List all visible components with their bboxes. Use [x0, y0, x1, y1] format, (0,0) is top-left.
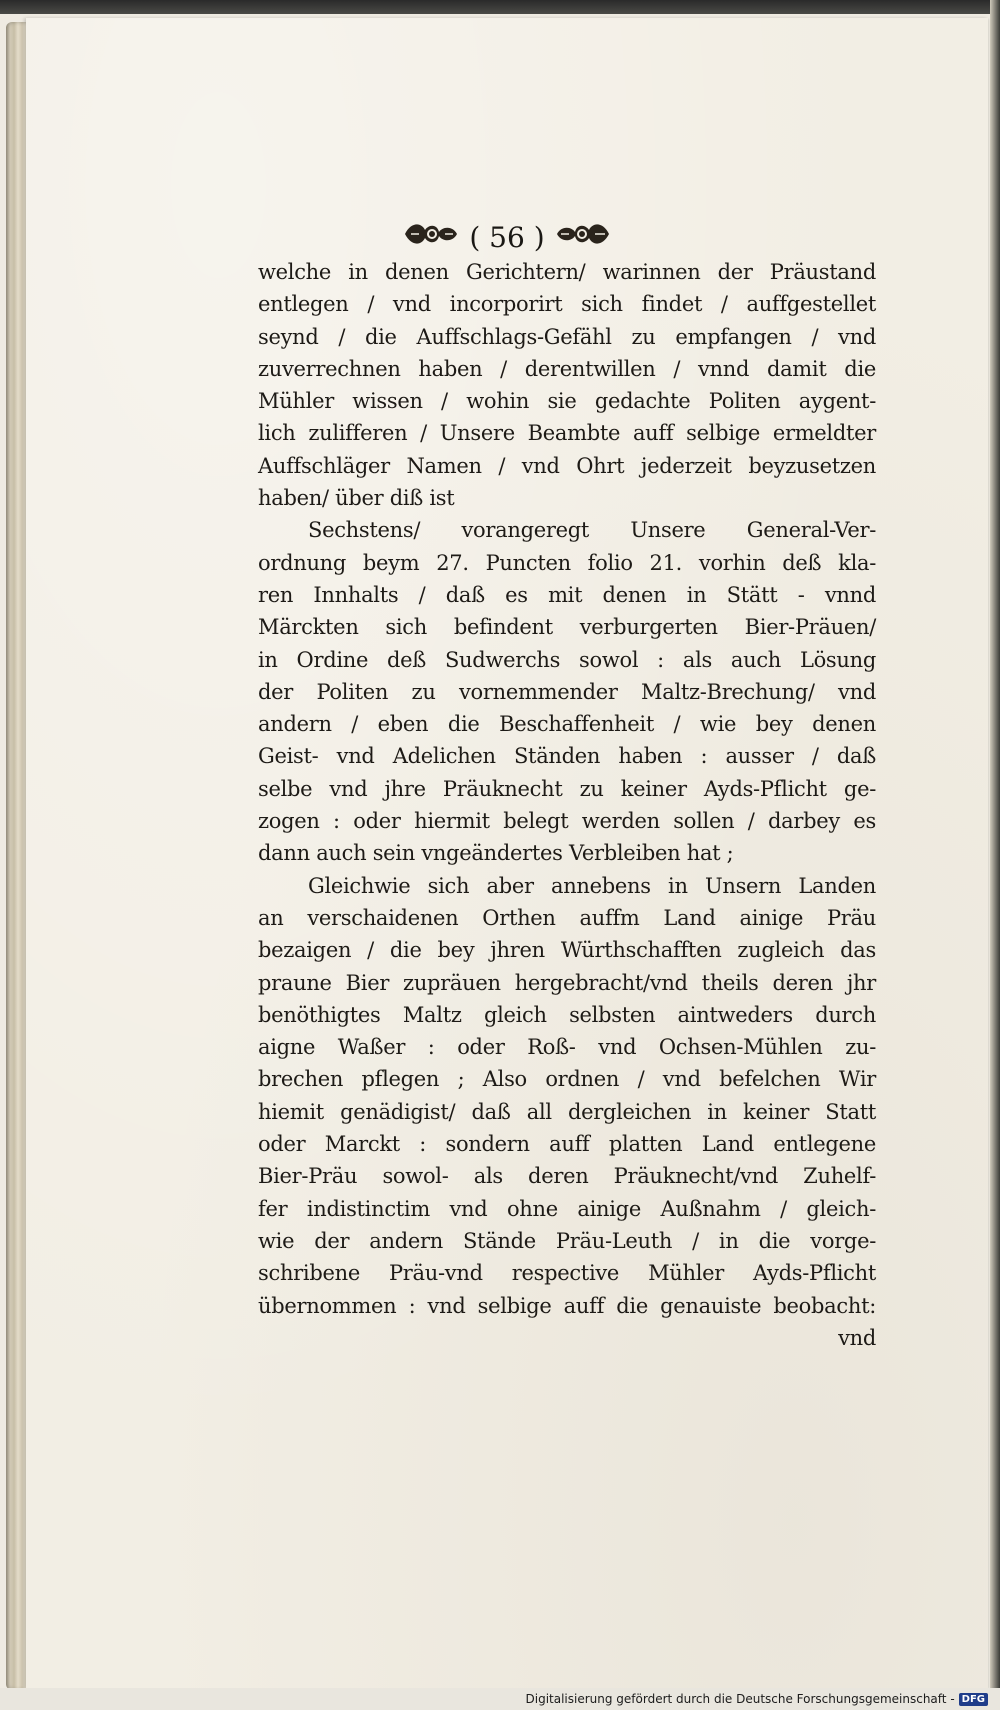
text-line: ren Innhalts / daß es mit denen in Stätt - vnnd — [258, 582, 876, 607]
text-line: ordnung beym 27. Puncten folio 21. vorhin deß kla- — [258, 550, 876, 575]
text-line: zogen : oder hiermit belegt werden sollen / darbey es — [258, 809, 876, 834]
text-line: Auffschläger Namen / vnd Ohrt jederzeit beyzusetzen — [258, 453, 876, 478]
text-line: andern / eben die Beschaffenheit / wie bey denen — [258, 712, 876, 737]
text-line: übernommen : vnd selbige auff die genauiste beobacht: — [258, 1293, 876, 1318]
credit-text: Digitalisierung gefördert durch die Deutsche Forschungsgemeinschaft - — [525, 1692, 955, 1706]
text-line: lich zulifferen / Unsere Beambte auff selbige ermeldter — [258, 421, 876, 446]
text-line: welche in denen Gerichtern/ warinnen der Präustand — [258, 260, 876, 284]
text-line: Gleichwie sich aber annebens in Unsern Landen — [308, 873, 876, 898]
text-line: hiemit genädigist/ daß all dergleichen in keiner Statt — [258, 1099, 876, 1124]
catchword: vnd — [838, 1325, 876, 1350]
scanner-top-band — [0, 0, 1000, 14]
text-line: Bier-Präu sowol- als deren Präuknecht/vnd Zuhelf- — [258, 1164, 876, 1189]
digitization-credit — [526, 1692, 989, 1706]
text-line: an verschaidenen Orthen auffm Land ainige Präu — [258, 905, 876, 930]
text-line: wie der andern Stände Präu-Leuth / in die vorge- — [258, 1228, 876, 1253]
text-line: zuverrechnen haben / derentwillen / vnnd damit die — [258, 356, 876, 381]
right-ornament-icon — [555, 220, 611, 255]
text-line: Geist- vnd Adelichen Ständen haben : ausser / daß — [258, 744, 876, 769]
text-line: schribene Präu-vnd respective Mühler Ayds-Pflicht — [258, 1261, 876, 1286]
scanner-right-edge — [990, 0, 1000, 1710]
text-line: entlegen / vnd incorporirt sich findet / auffgestellet — [258, 292, 876, 317]
text-line: in Ordine deß Sudwerchs sowol : als auch Lösung — [258, 647, 876, 672]
text-line: bezaigen / die bey jhren Würthschafften zugleich das — [258, 938, 876, 963]
text-line: aigne Waßer : oder Roß- vnd Ochsen-Mühlen zu- — [258, 1035, 876, 1060]
text-line: dann auch sein vngeändertes Verbleiben hat ; — [258, 841, 734, 866]
text-line: brechen pflegen ; Also ordnen / vnd befelchen Wir — [258, 1067, 876, 1092]
text-line: der Politen zu vornemmender Maltz-Brechung/ vnd — [258, 679, 876, 704]
dfg-logo[interactable]: DFG — [959, 1693, 988, 1706]
body-text — [258, 256, 876, 1354]
text-line: oder Marckt : sondern auff platten Land entlegene — [258, 1132, 876, 1157]
text-line: fer indistinctim vnd ohne ainige Außnahm / gleich- — [258, 1196, 876, 1221]
text-line: haben/ über diß ist — [258, 486, 455, 511]
text-line: Sechstens/ vorangeregt Unsere General-Ver- — [308, 518, 876, 543]
left-ornament-icon — [403, 220, 459, 255]
page-header — [26, 220, 988, 255]
text-line: praune Bier zupräuen hergebracht/vnd theils deren jhr — [258, 970, 876, 995]
text-line: benöthigtes Maltz gleich selbsten aintweders durch — [258, 1002, 876, 1027]
text-line: selbe vnd jhre Präuknecht zu keiner Ayds-Pflicht ge- — [258, 776, 876, 801]
page-number: ( 56 ) — [469, 221, 545, 254]
text-line: seynd / die Auffschlags-Gefähl zu empfangen / vnd — [258, 324, 876, 349]
text-line: Märckten sich befindent verburgerten Bier-Präuen/ — [258, 615, 876, 640]
text-line: Mühler wissen / wohin sie gedachte Politen aygent- — [258, 389, 876, 414]
